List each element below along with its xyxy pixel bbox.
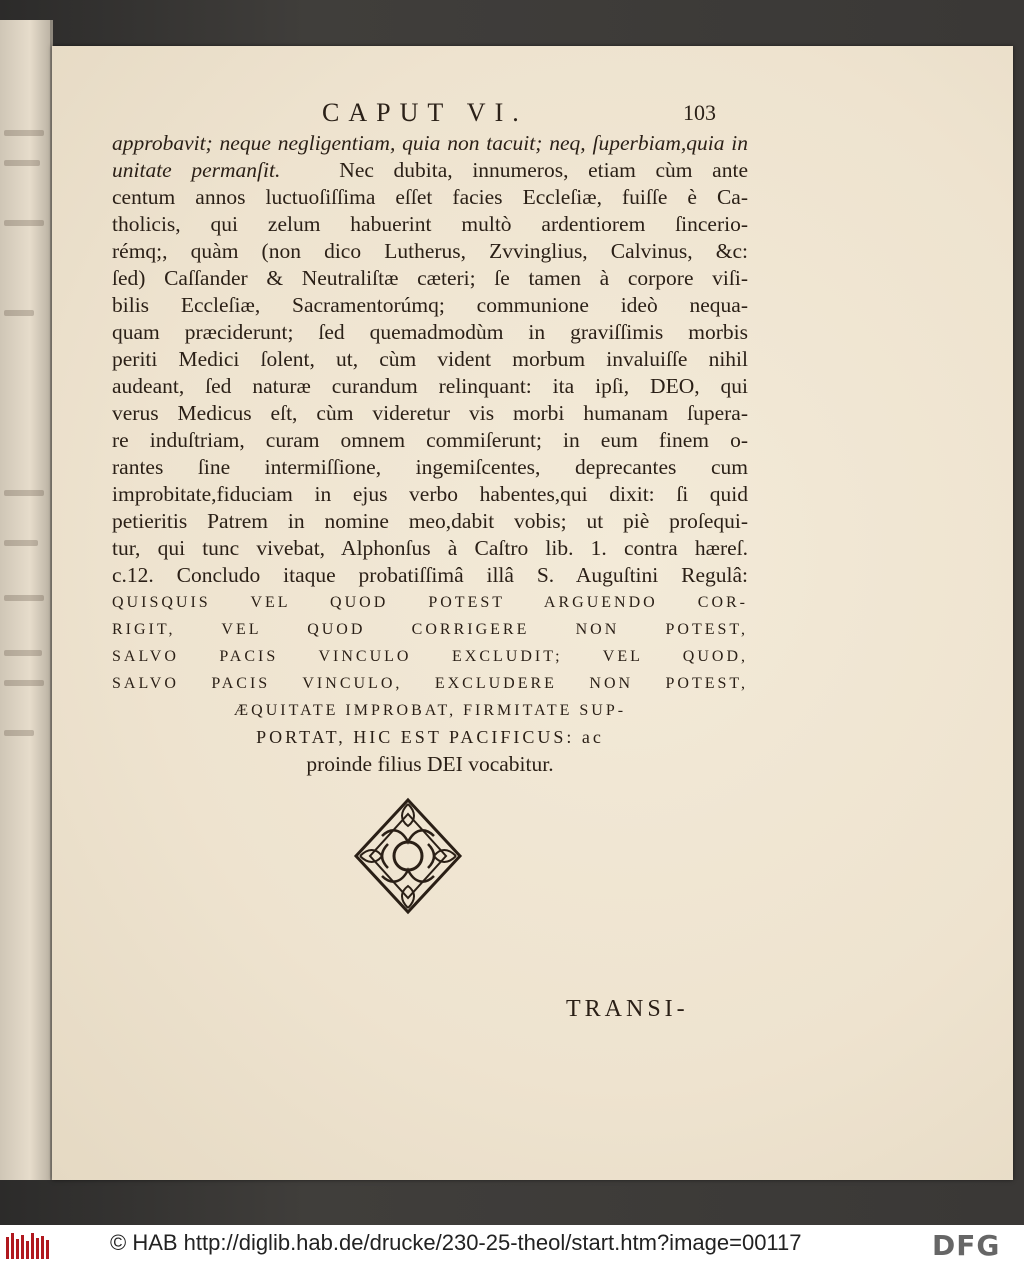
body-text xyxy=(112,130,748,778)
text-line: audeant, ſed naturæ curandum relinquant: ita ipſi, DEO, qui xyxy=(112,374,748,398)
text-line: rémq;, quàm (non dico Lutherus, Zvvinglius, Calvinus, &c: xyxy=(112,239,748,263)
text-line-centered: proinde filius DEI vocabitur. xyxy=(306,752,554,776)
text-line: bilis Eccleſiæ, Sacramentorúmq; communione ideò nequa- xyxy=(112,293,748,317)
book-page xyxy=(52,46,1013,1180)
text-line: petieritis Patrem in nomine meo,dabit vobis; ut piè proſequi- xyxy=(112,509,748,533)
text-line-centered: ÆQUITATE IMPROBAT, FIRMITATE SUP- xyxy=(233,702,627,719)
copyright-url[interactable]: © HAB http://diglib.hab.de/drucke/230-25-theol/start.htm?image=00117 xyxy=(110,1230,802,1255)
text-line: improbitate,fiduciam in ejus verbo habentes,qui dixit: ſi quid xyxy=(112,482,748,506)
text-line: periti Medici ſolent, ut, cùm vident morbum invaluiſſe nihil xyxy=(112,347,748,371)
text-line: unitate permanſit. Nec dubita, innumeros, etiam cùm ante xyxy=(112,158,748,182)
text-line: c.12. Concludo itaque probatiſſimâ illâ S. Auguſtini Regulâ: xyxy=(112,563,748,587)
text-line-caps: QUISQUIS VEL QUOD POTEST ARGUENDO COR- xyxy=(112,594,748,611)
text-line: centum annos luctuoſiſſima eſſet facies Eccleſiæ, fuiſſe è Ca- xyxy=(112,185,748,209)
text-line: rantes ſine intermiſſione, ingemiſcentes, deprecantes cum xyxy=(112,455,748,479)
running-title: CAPUT VI. xyxy=(322,98,528,127)
text-line: approbavit; neque negligentiam, quia non tacuit; neq, ſuperbiam,quia in xyxy=(112,131,748,155)
text-line: ſed) Caſſander & Neutraliſtæ cæteri; ſe tamen à corpore viſi- xyxy=(112,266,748,290)
catchword: TRANSI- xyxy=(566,996,689,1022)
floral-ornament-icon xyxy=(352,796,464,916)
previous-page-edge xyxy=(0,20,53,1180)
text-line: quam præciderunt; ſed quemadmodùm in graviſſimis morbis xyxy=(112,320,748,344)
text-line-caps: RIGIT, VEL QUOD CORRIGERE NON POTEST, xyxy=(112,621,748,638)
text-line: tholicis, qui zelum habuerint multò ardentiorem ſincerio- xyxy=(112,212,748,236)
text-line-caps: SALVO PACIS VINCULO EXCLUDIT; VEL QUOD, xyxy=(112,648,748,665)
text-line: tur, qui tunc vivebat, Alphonſus à Caſtro lib. 1. contra hæreſ. xyxy=(112,536,748,560)
page-number: 103 xyxy=(683,100,716,125)
page-header xyxy=(52,98,1013,132)
text-line: verus Medicus eſt, cùm videretur vis morbi humanam ſupera- xyxy=(112,401,748,425)
text-line-centered: PORTAT, HIC EST PACIFICUS: ac xyxy=(256,727,604,747)
hab-logo-icon xyxy=(6,1233,50,1259)
text-line-caps: SALVO PACIS VINCULO, EXCLUDERE NON POTEST, xyxy=(112,675,748,692)
text-line: re induſtriam, curam omnem commiſerunt; in eum finem o- xyxy=(112,428,748,452)
footer-bar xyxy=(0,1225,1024,1265)
dfg-logo: DFG xyxy=(932,1229,1001,1262)
